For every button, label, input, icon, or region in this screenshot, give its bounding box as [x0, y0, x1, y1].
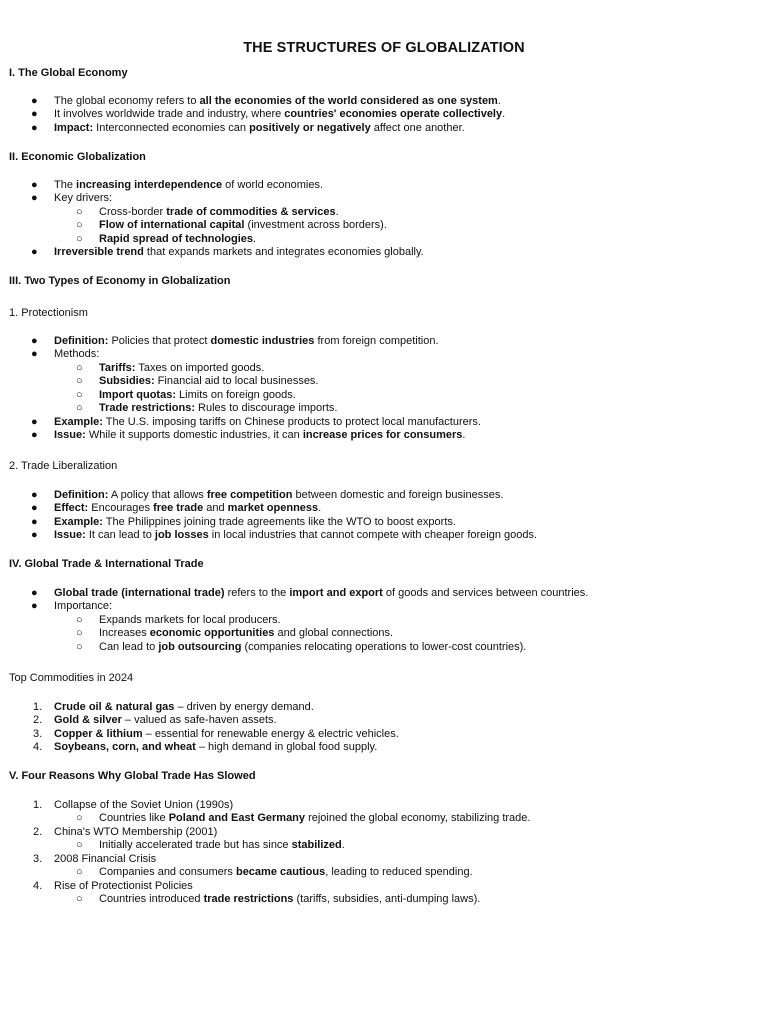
bullet-circle: ○ — [76, 233, 83, 245]
subheading-top-commodities: Top Commodities in 2024 — [9, 672, 134, 684]
section-heading-global-economy: I. The Global Economy — [9, 67, 128, 79]
sub-list-item: Subsidies: Financial aid to local businesses. — [99, 375, 319, 387]
bullet-circle: ○ — [76, 375, 83, 387]
list-number: 3. — [33, 853, 43, 865]
sub-list-item: Trade restrictions: Rules to discourage imports. — [99, 402, 338, 414]
sub-list-item: Expands markets for local producers. — [99, 614, 281, 626]
list-item: Example: The Philippines joining trade agreements like the WTO to boost exports. — [54, 516, 456, 528]
bullet-circle: ○ — [76, 627, 83, 639]
numbered-item: Gold & silver – valued as safe-haven assets. — [54, 714, 277, 726]
bullet-circle: ○ — [76, 866, 83, 878]
bullet-disc: ● — [31, 416, 38, 428]
sub-list-item: Can lead to job outsourcing (companies relocating operations to lower-cost countries). — [99, 641, 527, 653]
list-item: Definition: Policies that protect domestic industries from foreign competition. — [54, 335, 439, 347]
sub-list-item: Rapid spread of technologies. — [99, 233, 257, 245]
bullet-disc: ● — [31, 429, 38, 441]
bullet-disc: ● — [31, 502, 38, 514]
bullet-circle: ○ — [76, 219, 83, 231]
numbered-item: Collapse of the Soviet Union (1990s) — [54, 799, 234, 811]
document-title: THE STRUCTURES OF GLOBALIZATION — [243, 40, 525, 56]
bullet-disc: ● — [31, 179, 38, 191]
numbered-item: Crude oil & natural gas – driven by energy demand. — [54, 701, 314, 713]
list-item: Definition: A policy that allows free competition between domestic and foreign businesses. — [54, 489, 504, 501]
list-item: Example: The U.S. imposing tariffs on Chinese products to protect local manufacturers. — [54, 416, 481, 428]
list-number: 2. — [33, 714, 43, 726]
list-item: Importance: — [54, 600, 113, 612]
sub-list-item: Flow of international capital (investment across borders). — [99, 219, 387, 231]
list-number: 1. — [33, 799, 43, 811]
list-item: Impact: Interconnected economies can positively or negatively affect one another. — [54, 122, 465, 134]
subheading-trade-liberalization: 2. Trade Liberalization — [9, 460, 118, 472]
list-item: Methods: — [54, 348, 100, 360]
list-number: 3. — [33, 728, 43, 740]
numbered-item: China's WTO Membership (2001) — [54, 826, 218, 838]
list-item: Issue: While it supports domestic industries, it can increase prices for consumers. — [54, 429, 466, 441]
bullet-circle: ○ — [76, 362, 83, 374]
section-heading-economic-globalization: II. Economic Globalization — [9, 151, 146, 163]
sub-list-item: Increases economic opportunities and global connections. — [99, 627, 394, 639]
bullet-disc: ● — [31, 335, 38, 347]
list-item: It involves worldwide trade and industry, where countries' economies operate collectively. — [54, 108, 506, 120]
list-number: 2. — [33, 826, 43, 838]
bullet-disc: ● — [31, 246, 38, 258]
list-item: Global trade (international trade) refers to the import and export of goods and services between countries. — [54, 587, 589, 599]
bullet-disc: ● — [31, 192, 38, 204]
bullet-disc: ● — [31, 529, 38, 541]
list-number: 4. — [33, 741, 43, 753]
sub-list-item: Countries like Poland and East Germany rejoined the global economy, stabilizing trade. — [99, 812, 531, 824]
list-item: The increasing interdependence of world economies. — [54, 179, 324, 191]
bullet-disc: ● — [31, 108, 38, 120]
section-heading-global-trade: IV. Global Trade & International Trade — [9, 558, 204, 570]
bullet-circle: ○ — [76, 402, 83, 414]
list-item: Effect: Encourages free trade and market openness. — [54, 502, 322, 514]
sub-list-item: Import quotas: Limits on foreign goods. — [99, 389, 296, 401]
list-item: Key drivers: — [54, 192, 113, 204]
bullet-disc: ● — [31, 95, 38, 107]
list-number: 4. — [33, 880, 43, 892]
section-heading-two-types: III. Two Types of Economy in Globalization — [9, 275, 231, 287]
sub-list-item: Countries introduced trade restrictions (tariffs, subsidies, anti-dumping laws). — [99, 893, 481, 905]
numbered-item: 2008 Financial Crisis — [54, 853, 157, 865]
bullet-disc: ● — [31, 516, 38, 528]
bullet-disc: ● — [31, 489, 38, 501]
list-item: The global economy refers to all the economies of the world considered as one system. — [54, 95, 501, 107]
list-item: Irreversible trend that expands markets and integrates economies globally. — [54, 246, 424, 258]
numbered-item: Copper & lithium – essential for renewable energy & electric vehicles. — [54, 728, 399, 740]
bullet-disc: ● — [31, 122, 38, 134]
sub-list-item: Tariffs: Taxes on imported goods. — [99, 362, 265, 374]
numbered-item: Soybeans, corn, and wheat – high demand in global food supply. — [54, 741, 378, 753]
list-item: Issue: It can lead to job losses in local industries that cannot compete with cheaper foreign goods. — [54, 529, 538, 541]
bullet-disc: ● — [31, 348, 38, 360]
bullet-disc: ● — [31, 600, 38, 612]
bullet-circle: ○ — [76, 614, 83, 626]
bullet-circle: ○ — [76, 206, 83, 218]
section-heading-four-reasons: V. Four Reasons Why Global Trade Has Slowed — [9, 770, 256, 782]
list-number: 1. — [33, 701, 43, 713]
subheading-protectionism: 1. Protectionism — [9, 307, 88, 319]
sub-list-item: Cross-border trade of commodities & services. — [99, 206, 339, 218]
bullet-disc: ● — [31, 587, 38, 599]
numbered-item: Rise of Protectionist Policies — [54, 880, 193, 892]
sub-list-item: Initially accelerated trade but has since stabilized. — [99, 839, 345, 851]
bullet-circle: ○ — [76, 389, 83, 401]
bullet-circle: ○ — [76, 812, 83, 824]
bullet-circle: ○ — [76, 839, 83, 851]
sub-list-item: Companies and consumers became cautious, leading to reduced spending. — [99, 866, 473, 878]
bullet-circle: ○ — [76, 893, 83, 905]
bullet-circle: ○ — [76, 641, 83, 653]
